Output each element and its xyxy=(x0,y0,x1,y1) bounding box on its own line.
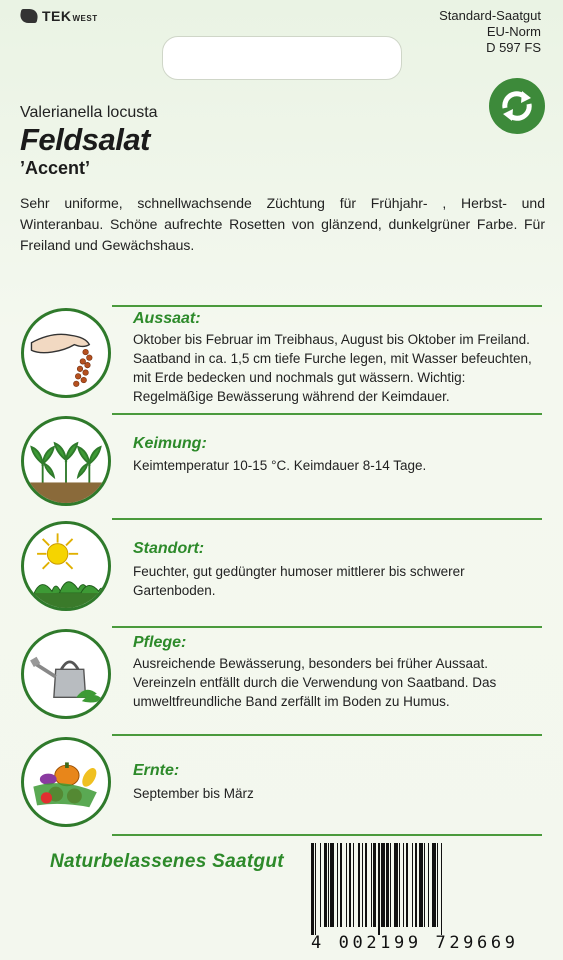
section-divider xyxy=(112,834,542,836)
seedlings-icon xyxy=(21,416,111,506)
section-heading-pflege: Pflege: xyxy=(133,634,187,651)
leaf-logo-icon xyxy=(19,9,40,23)
watering-can-icon xyxy=(21,629,111,719)
latin-name: Valerianella locusta xyxy=(20,104,158,121)
standard-line-1: Standard-Saatgut xyxy=(439,8,541,23)
hanging-slot xyxy=(162,36,402,80)
footer-tagline: Naturbelassenes Saatgut xyxy=(50,851,284,872)
section-text-aussaat: Oktober bis Februar im Treibhaus, August bis Oktober im Freiland. Saatband in ca. 1,5 cm tiefe Furche legen, mit Wasser befeuchten, mit Erde bedecken und nochmals gut wässern. Wichtig: Regelmäßige Bewässerung während der Keimdauer. xyxy=(133,332,532,404)
section-divider xyxy=(112,626,542,628)
product-description: Sehr uniforme, schnellwachsende Züchtung für Frühjahr- , Herbst- und Winteranbau. Schöne aufrechte Rosetten von glänzend, dunkelgrüner Farbe. Für Freiland und Gewächshaus. xyxy=(20,195,545,253)
vegetables-icon xyxy=(21,737,111,827)
sun-plants-icon xyxy=(21,521,111,611)
barcode-number: 4 002199 729669 xyxy=(311,933,519,953)
section-divider xyxy=(112,734,542,736)
barcode-bars xyxy=(311,843,547,935)
variety-name: ’Accent’ xyxy=(20,158,91,178)
section-divider xyxy=(112,413,542,415)
section-divider xyxy=(112,305,542,307)
section-divider xyxy=(112,518,542,520)
barcode xyxy=(311,843,547,953)
section-text-pflege: Ausreichende Bewässerung, besonders bei früher Aussaat. Vereinzeln entfällt durch die Verwendung von Saatband. Das umweltfreundliche Band zerfällt im Boden zu Humus. xyxy=(133,656,497,709)
standard-info xyxy=(439,8,541,56)
section-text-keimung: Keimtemperatur 10-15 °C. Keimdauer 8-14 Tage. xyxy=(133,458,427,473)
recycle-icon xyxy=(489,78,545,134)
brand-name: TEKWEST xyxy=(42,8,98,24)
section-text-ernte: September bis März xyxy=(133,786,254,801)
sowing-hand-icon xyxy=(21,308,111,398)
product-title: Feldsalat xyxy=(20,122,150,157)
standard-line-2: EU-Norm xyxy=(486,24,541,39)
section-heading-standort: Standort: xyxy=(133,540,205,557)
section-heading-keimung: Keimung: xyxy=(133,435,207,452)
section-heading-ernte: Ernte: xyxy=(133,762,180,779)
standard-line-3: D 597 FS xyxy=(486,40,541,55)
section-heading-aussaat: Aussaat: xyxy=(133,310,201,327)
brand-logo xyxy=(20,8,98,24)
section-text-standort: Feuchter, gut gedüngter humoser mittlerer bis schwerer Gartenboden. xyxy=(133,564,465,598)
